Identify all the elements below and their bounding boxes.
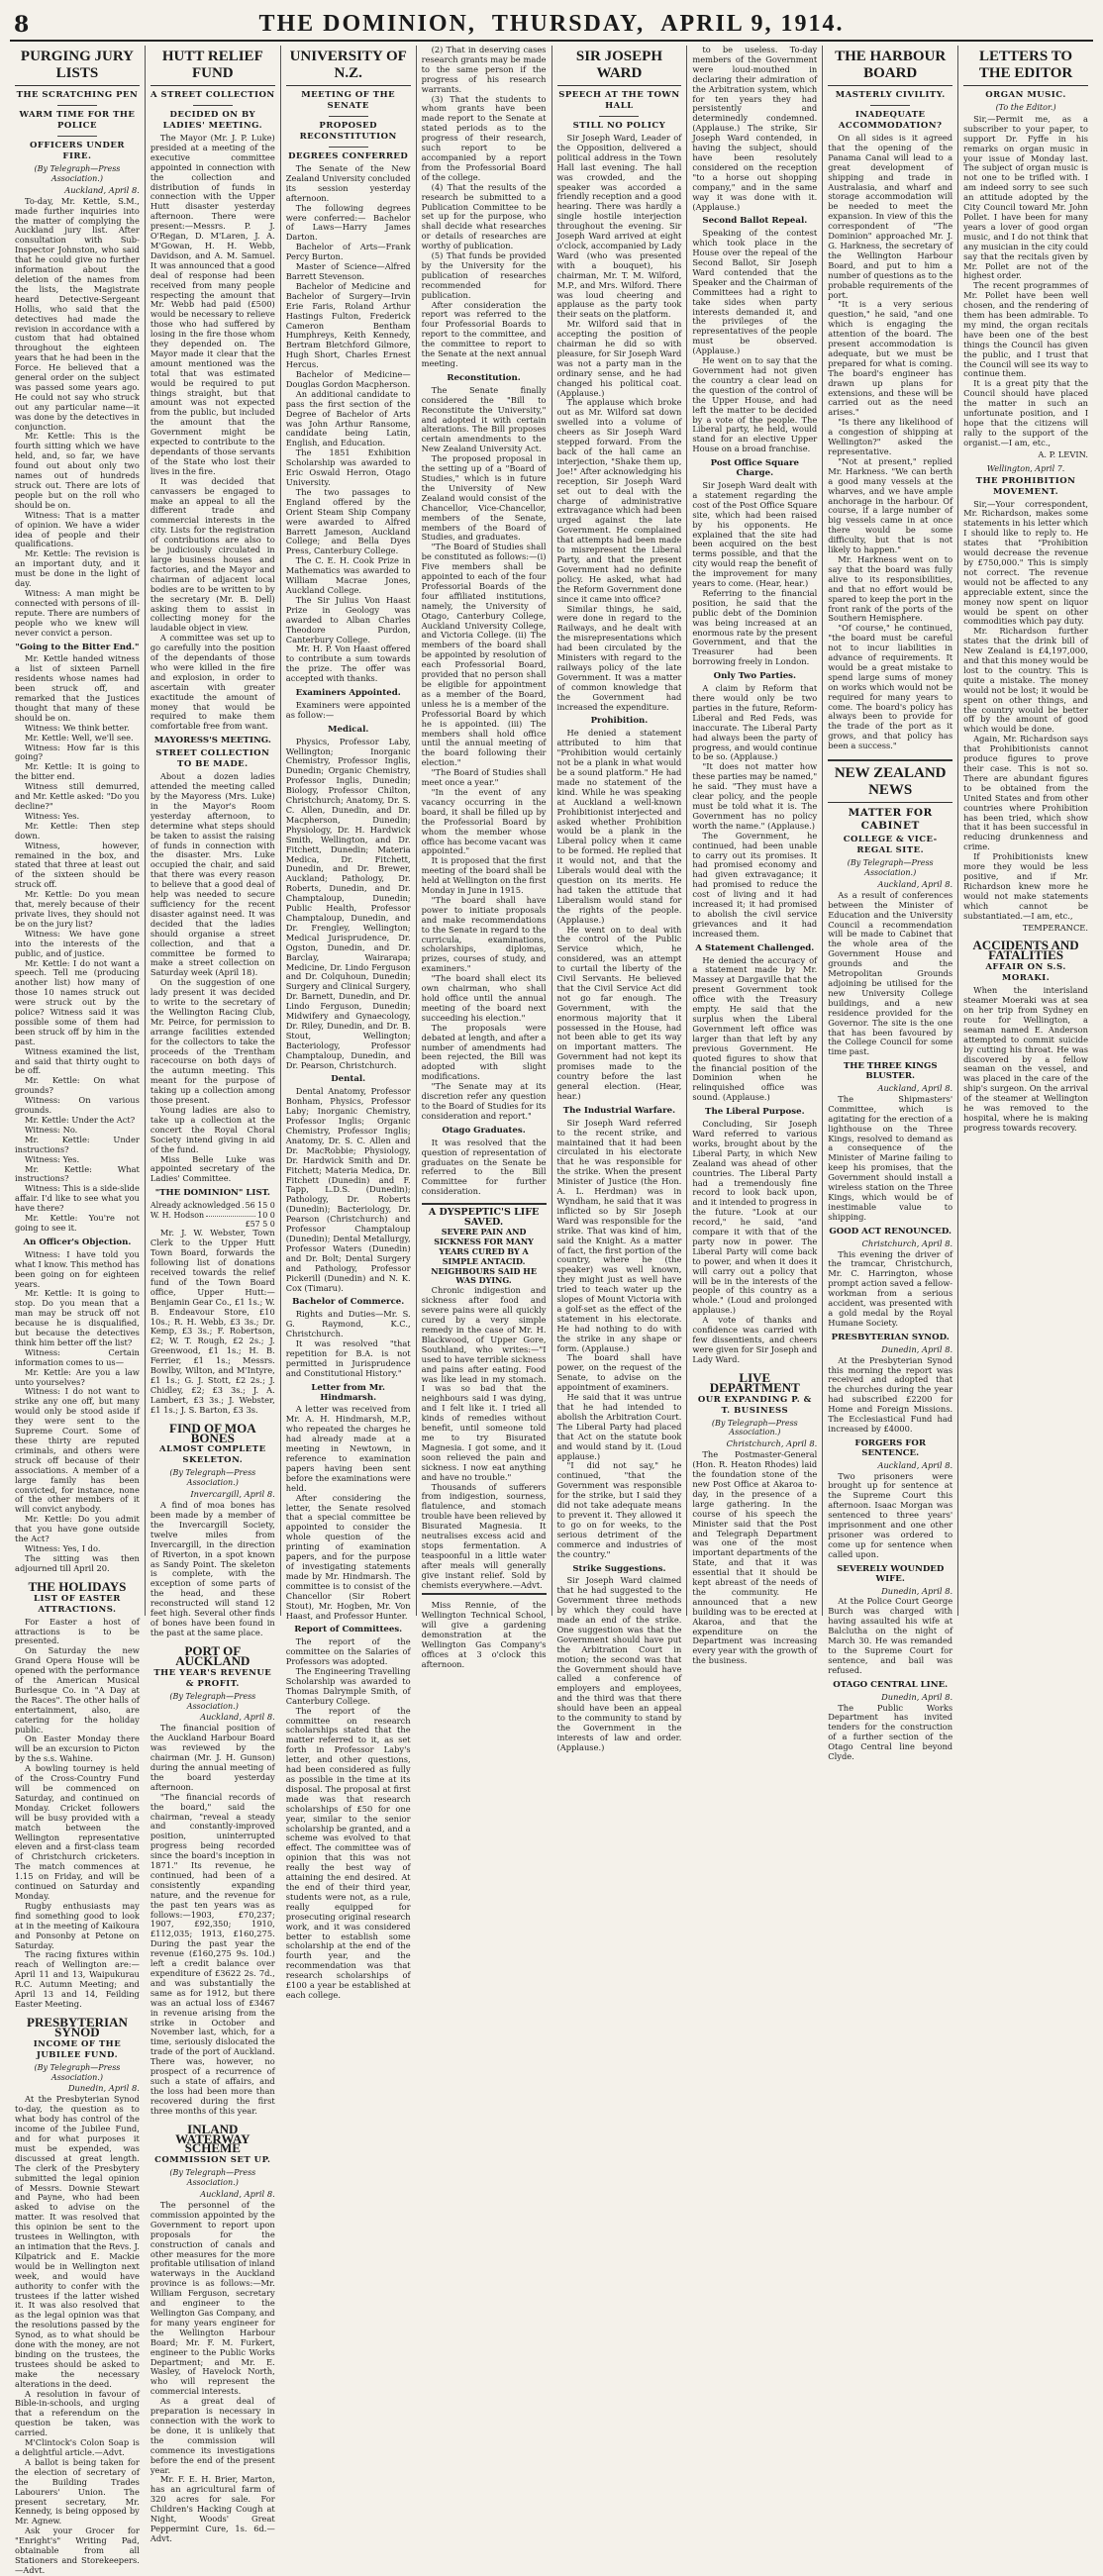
advertisement xyxy=(422,1203,547,1595)
headline-university: UNIVERSITY OF N.Z. xyxy=(286,49,411,86)
letter-place: Wellington, April 7. xyxy=(986,463,1065,473)
paragraph: Miss Belle Luke was appointed secretary of the Ladies' Committee. xyxy=(150,1153,275,1184)
paragraph: Again, Mr. Richardson says that Prohibitionists cannot produce figures to prove their case. This is not so. There are abundant figures to be obtained from the United States and from other countries where Prohibition has been tried, which show that it has been successful in reducing drunkenness and crime. xyxy=(963,734,1088,852)
paragraph: Witness: On various grounds. xyxy=(15,1095,140,1116)
paragraph: Witness: We think better. xyxy=(25,722,130,733)
issue-date: APRIL 9, 1914. xyxy=(660,11,845,37)
paragraph: "Of course," he continued, "the board must be careful not to incur liabilities in advance of requirements. It would be a great mistake to spend large sums of money on works which would not be required for many years to come. The board's policy has always been to provide for the trade of the port as it grows, and that policy has been a success." xyxy=(828,623,953,751)
subhead: An Officer's Objection. xyxy=(23,1237,132,1247)
paragraph: The following degrees were conferred:— Bachelor of Laws—Harry James Darton. xyxy=(285,202,411,243)
paragraph: Mr. Kettle: The revision is an important duty, and it must be done in the light of day. xyxy=(15,548,140,589)
deck: COMMISSION SET UP. xyxy=(154,2155,271,2166)
subhead: Bachelor of Commerce. xyxy=(292,1297,405,1308)
headline-joseph-ward: SIR JOSEPH WARD xyxy=(557,49,682,86)
deck: MASTERLY CIVILITY. xyxy=(835,90,946,100)
dateline: Auckland, April 8. xyxy=(877,1459,953,1470)
paragraph: It was resolved "that repetition for B.A. is not permitted in Jurisprudence and Constitutional History." xyxy=(285,1338,411,1378)
headline-synod: PRESBYTERIAN SYNOD xyxy=(27,2014,128,2039)
paragraph: Young ladies are also to take up a collection at the concert the Royal Choral Society intend giving in aid of the fund. xyxy=(150,1105,275,1154)
deck: AFFAIR ON S.S. MORAKI. xyxy=(985,962,1066,984)
paragraph: Rugby enthusiasts may find something good to look at in the meeting of Kaikoura and Ponsonby at Petone on Saturday. xyxy=(15,1900,140,1950)
paragraph: Chronic indigestion and sickness after food and severe pains were all quickly cured by a very simple remedy in the case of Mr. H. Blackwood, of Upper Gore, Southland, who writes:—"I used to have terrible sickness and pains after eating. Food was like lead in my stomach. I was so bad that the neighbours said I was dying, and I felt like it. I tried all kinds of remedies without benefit, until someone told me to try Bisurated Magnesia. I got some, and it soon relieved the pain and sickness. I now eat anything and have no trouble." xyxy=(421,1285,547,1482)
headline-holidays: THE HOLIDAYS xyxy=(28,1578,127,1594)
paragraph: A bowling tourney is held of the Cross-Country Fund will be commenced on Saturday, and continued on Monday. Cricket followers will be busy provided with a match between the Wellington representative eleven and a first-class team of Christchurch cricketers. The match commences at 1.15 on Friday, and will be continued on Saturday and Monday. xyxy=(15,1763,140,1901)
paragraph: Sir Joseph Ward claimed that he had suggested to the Government three methods by which they could have made an end of the strike. One suggestion was that the Government should have put the Arbitration Court in motion; the second was that the Government should have called a conference of employers and employees, and the third was that there should have been an appeal to the community to stand by the Government in the interests of law and order. (Applause.) xyxy=(556,1575,682,1752)
byline: (By Telegraph—Press Association.) xyxy=(169,1468,256,1488)
paragraph: The Sir Julius Von Haast Prize in Geology was awarded to Alban Charles Theodore Purdon, Canterbury College. xyxy=(285,594,411,644)
paragraph: (2) That in deserving cases research grants may be made to the same person if the progress of his research warrants. xyxy=(421,45,547,94)
paragraph: Mr. Kettle: Under the Act? xyxy=(25,1115,136,1125)
paragraph: Mr. Kettle: Do you mean that, merely because of their private lives, they should not be on the jury list? xyxy=(15,889,140,929)
paragraph: "The board shall have power to initiate proposals and make recommendations to the Senate in regard to the curricula, examinations, scholarships, diplomas, prizes, courses of study, and examiners." xyxy=(421,894,547,974)
deck: A STREET COLLECTION xyxy=(150,90,275,100)
paragraph: Mr. F. E. H. Brier, Marton, has an agricultural farm of 320 acres for sale. For Children's Hacking Cough at Night, Woods' Great Peppermint Cure, 1s. 6d.—Advt. xyxy=(150,2474,275,2543)
paragraph: Referring to the financial position, he said that the public debt of the Dominion was being increased at an enormous rate by the present Government, and that the Treasurer had been borrowing freely in London. xyxy=(692,587,818,667)
paragraph: Thousands of sufferers from indigestion, sourness, flatulence, and stomach trouble have been relieved by Bisurated Magnesia. It neutralises excess acid and stops fermentation. A teaspoonful in a little water after meals will generally give instant relief. Sold by chemists everywhere.—Advt. xyxy=(421,1481,547,1590)
deck: ORGAN MUSIC. xyxy=(985,90,1066,100)
paragraph: Miss Rennie, of the Wellington Technical School, will give a gardening demonstration at the Wellington Gas Company's offices at 3 o'clock this afternoon. xyxy=(421,1600,547,1669)
byline: (By Telegraph—Press Association.) xyxy=(711,1418,798,1437)
subhead: Only Two Parties. xyxy=(713,671,797,682)
paragraph: For Easter a host of attractions is to be presented. xyxy=(15,1616,140,1646)
byline: (By Telegraph—Press Association.) xyxy=(847,858,934,877)
deck: ALMOST COMPLETE SKELETON. xyxy=(159,1444,266,1466)
subhead: Medical. xyxy=(328,724,369,735)
paragraph: "The Board of Studies shall be constituted as follows:—(i) Five members shall be appointed to each of the four Professorial Boards of the four affiliated institutions, namely, the University of Otago, Canterbury College, Auckland University College, and Victoria College. (ii) The members of the board shall be appointed by resolution of each Professorial Board, provided that no person shall be eligible for appointment as a member of the Board, unless he is a member of the Professorial Board by which he is appointed. (iii) The members shall hold office until the annual meeting of the board following their election." xyxy=(421,542,547,768)
deck: THE SCRATCHING PEN xyxy=(16,90,139,100)
deck: SPEECH AT THE TOWN HALL xyxy=(558,90,680,111)
subhead: FORGERS FOR SENTENCE. xyxy=(854,1437,927,1458)
deck: DECIDED ON BY LADIES' MEETING. xyxy=(162,110,263,131)
paragraph: When the interisland steamer Moeraki was at sea on her trip from Sydney en route for Wellington, a seaman named E. Anderson attempted to commit suicide by cutting his throat. He was discovered by a fellow seaman on the vessel, and was placed in the care of the ship's surgeon. On the arrival of the steamer at Wellington he was removed to the hospital, where he is making progress towards recovery. xyxy=(963,985,1088,1133)
headline-jury-lists: PURGING JURY LISTS xyxy=(15,49,140,86)
paragraph: Mr. Kettle: It is going to stop. Do you mean that a man may be struck off not because he is disqualified, but because the detectives think him better off the list? xyxy=(15,1288,140,1347)
paragraph: Mr. Wilford said that in accepting the position of chairman he did so with pleasure, for Sir Joseph Ward was not a party man in the ordinary sense, and he had changed his political coat. (Applause.) xyxy=(556,319,682,398)
column-5 xyxy=(552,46,688,1752)
paragraph: The financial position of the Auckland Harbour Board was reviewed by the chairman (Mr. J. H. Gunson) during the annual meeting of the board yesterday afternoon. xyxy=(150,1723,275,1792)
paragraph: The proposals were debated at length, and after a number of amendments had been rejected, the Bill was adopted with slight modifications. xyxy=(421,1022,547,1082)
salutation: (To the Editor.) xyxy=(995,103,1056,112)
paragraph: "I did not say," he continued, "that the Government was responsible for the strike, but I said they did not take adequate means to prevent it. They allowed it to go on for weeks, to the serious detriment of the commerce and industries of the country." xyxy=(556,1460,682,1559)
subhead: Strike Suggestions. xyxy=(572,1563,666,1574)
paragraph: A letter was received from Mr. A. H. Hindmarsh, M.P., who repeated the charges he had already made at a meeting in Newtown, in reference to examination papers having been sent before the examinations were held. xyxy=(285,1404,411,1493)
paragraph: "The board shall elect its own chairman, who shall hold office until the annual meeting of the board next succeeding his election." xyxy=(421,973,547,1023)
deck: LIST OF EASTER ATTRACTIONS. xyxy=(34,1593,121,1615)
paragraph: It was decided that canvassers be engaged to make an appeal to all the different trade and commercial interests in the city. Lists for the registration of contributions are also to be judiciously circulated in large business houses and factories, and the Mayor and chairman of adjacent local bodies are to be written to by the secretary (Mr. B. Dell) asking them to assist in collecting money for the laudable object in view. xyxy=(150,475,275,634)
dateline: Dunedin, April 8. xyxy=(881,1343,953,1354)
dateline: Auckland, April 8. xyxy=(64,184,140,195)
paragraph: Sir Joseph Ward referred to the recent strike, and maintained that it had been circulated in his electorate that he was responsible for the strike. When the present Minister of Justice (the Hon. A. L. Herdman) was in Wyndham, he said that it was inflicted so by Sir Joseph Ward was responsible for the strike. That was kind of him, said the Knight. As a matter of fact, the first portion of the country, where he (the speaker) was well known, they might just as well have tried to teach water up the slopes of Mount Victoria with a golf-set as the effect of the statement in his electorate. He had nothing to do with the strike in any shape or form. (Applause.) xyxy=(556,1117,682,1353)
deck: MEETING OF THE SENATE xyxy=(301,90,396,111)
paragraph: Master of Science—Alfred Barrett Stevenson. xyxy=(285,261,411,281)
paragraph: He denied a statement attributed to him that "Prohibition would certainly not be a plank in what would be a sound platform." He had made no statement of the kind. While he was speaking at Auckland a well-known Prohibitionist interjected and asked whether Prohibition would be a plank in the Liberal policy when it came to be formed. He replied that it would not, and that the Liberals would deal with the question on its merits. He had taken the attitude that Liberalism would stand for the rights of the people. (Applause.) xyxy=(556,728,682,925)
paragraph: (5) That funds be provided by the University for the publication of researches recommended for publication. xyxy=(421,250,547,300)
deck: INCOME OF THE JUBILEE FUND. xyxy=(33,2038,122,2060)
paragraph: Witness: Yes. xyxy=(25,1153,80,1164)
headline-letters: LETTERS TO THE EDITOR xyxy=(963,49,1088,86)
paragraph: After considering the letter, the Senate resolved that a special committee be appointed to consider the whole question of the printing of examination papers, and for the purpose of investigating statements made by Mr. Hindmarsh. The committee is to consist of the Chancellor (Sir Robert Stout), Mr. Hogben, Mr. Von Haast, and Professor Hunter. xyxy=(285,1492,411,1621)
deck: COLLEGE & VICE-REGAL SITE. xyxy=(843,835,938,856)
paragraph: Ask your Grocer for "Enright's" Writing Pad, obtainable from all Stationers and Storekeepers.—Advt. xyxy=(15,2526,140,2575)
paragraph: The sitting was then adjourned till April 20. xyxy=(15,1552,140,1573)
headline-hutt-relief: HUTT RELIEF FUND xyxy=(150,49,275,86)
subhead: Otago Graduates. xyxy=(442,1125,526,1136)
column-2 xyxy=(146,46,281,2543)
paragraph: The Senate of the New Zealand University concluded its session yesterday afternoon. xyxy=(285,163,411,203)
deck: STILL NO POLICY xyxy=(572,121,666,131)
dateline: Dunedin, April 8. xyxy=(881,1691,953,1702)
column-3 xyxy=(281,46,417,2000)
paragraph: Sir,—Permit me, as a subscriber to your paper, to support Dr. Fyffe in his remarks on organ music in your issue of Monday last. The subject of organ music is not one to be trifled with. I am indeed sorry to see such an attitude adopted by the City Council toward Mr. John Pollet. I have been for many years a lover of good organ music, and I do not think that any musician in the city could say that the recitals given by Mr. Pollet are not of the highest order. xyxy=(963,113,1088,281)
byline: (By Telegraph—Press Association.) xyxy=(169,1691,256,1711)
paragraph: (3) That the students to whom grants have been made report to the Senate at stated periods as to the progress of their research, such report to be accompanied by a report from the Professorial Board of the college. xyxy=(421,93,547,182)
paragraph: The Shipmasters' Committee, which is agitating for the erection of a lighthouse on the Three Kings, resolved to demand as a consequence of the Minister of Marine failing to keep his promises, that the Government should install a wireless station on the Three Kings, which would be of inestimable value to shipping. xyxy=(828,1093,953,1222)
paragraph: The applause which broke out as Mr. Wilford sat down swelled into a volume of cheers as Sir Joseph Ward stepped forward. From the back of the hall came an interjection, "Shake them up, Joe!" After acknowledging his reception, Sir Joseph Ward set out to deal with the charge of administrative extravagance which had been urged against the late Government. He complained that attempts had been made to misrepresent the Liberal Party, and that the present Government had no definite policy. He asked, what had the Reform Government done since it came into office? xyxy=(556,397,682,604)
subhead: Examiners Appointed. xyxy=(295,688,401,699)
paragraph: The Engineering Travelling Scholarship was awarded to Thomas Dalrymple Smith, of Canterbury College. xyxy=(285,1666,411,1706)
paragraph: (4) That the results of the research be submitted to a Publication Committee to be set up for the purpose, who shall decide what researches or details of researches are worthy of publication. xyxy=(421,181,547,251)
column-4 xyxy=(417,45,552,1669)
paragraph: An additional candidate to pass the first section of the Degree of Bachelor of Arts was John Arthur Ransome, candidate being Latin, English, and Education. xyxy=(285,388,411,448)
subhead: Letter from Mr. Hindmarsh. xyxy=(311,1382,386,1403)
paragraph: A vote of thanks and confidence was carried with few dissentients, and cheers were given for Sir Joseph and Lady Ward. xyxy=(692,1315,818,1364)
subhead: PRESBYTERIAN SYNOD. xyxy=(831,1332,950,1342)
paragraph: The recent programmes of Mr. Pollet have been well chosen, and the rendering of them has been admirable. To my mind, the organ recitals have been one of the best things the Council has given the public, and I trust that the Council will see its way to continue them. xyxy=(963,280,1088,379)
byline: (By Telegraph—Press Association.) xyxy=(34,2062,121,2082)
paragraph: Mr. Kettle: Do you admit that you have gone outside the Act? xyxy=(15,1514,140,1544)
headline-live-department: LIVE DEPARTMENT xyxy=(709,1369,800,1395)
paragraph: Examiners were appointed as follow:— xyxy=(285,699,411,720)
deck: THE YEAR'S REVENUE & PROFIT. xyxy=(153,1667,272,1689)
paragraph: Witness: Yes, I do. xyxy=(25,1542,101,1553)
column-6 xyxy=(687,45,823,1666)
column-1 xyxy=(10,46,146,2575)
subhead: Reconstitution. xyxy=(447,372,521,383)
paragraph: Mr. Harkness went on to say that the board was fully alive to its responsibilities, and that no effort would be spared to keep the port in the front rank of the ports of the Southern Hemisphere. xyxy=(828,553,953,624)
paragraph: Witness: We have gone into the interests of the public, and of justice. xyxy=(15,928,140,958)
paragraph: At the Presbyterian Synod this morning the report was received and adopted that the churches during the year had subscribed £2200 for Home and Foreign Missions. The Ecclesiastical Fund had increased by £4000. xyxy=(828,1354,953,1434)
paragraph: Mr. Kettle: Well, we'll see. xyxy=(25,732,134,743)
paragraph: Sir,—Your correspondent, Mr. Richardson, makes some statements in his letter which I should like to reply to. He states that "Prohibition would decrease the revenue by £750,000." This is simply not correct. The revenue would not be affected to any appreciable extent, since the money now spent on liquor would be spent on other commodities which pay duty. xyxy=(963,498,1088,627)
paragraph: The report of the committee on research scholarships stated that the matter referred to it, as set forth in Professor Laby's letter, and other questions, had been considered as fully as possible in the time at its disposal. The proposal at first made was that research scholarships of £50 for one year, similar to the senior scholarship be granted, and a scheme was evolved to that effect. The committee was of opinion that this was not really the best way of attaining the end desired. At the end of their third year, students were not, as a rule, really equipped for prosecuting original research work, and it was considered better to establish some scholarship at the end of the fourth year, and the recommendation was that research scholarships of £100 a year be established at each college. xyxy=(285,1705,411,2000)
paragraph: Witness: This is a side-slide affair. I'd like to see what you have there? xyxy=(15,1183,140,1214)
headline-harbour-board: THE HARBOUR BOARD xyxy=(828,49,953,86)
deck: STREET COLLECTION TO BE MADE. xyxy=(155,748,270,770)
subhead: MAYORESS'S MEETING. xyxy=(153,736,271,746)
paragraph: "Not at present," replied Mr. Harkness. "We can berth a good many vessels at the wharves, and we have ample anchorage in the harbour. Of course, if a large number of big vessels came in at once there would be some difficulty, but that is not likely to happen." xyxy=(828,455,953,555)
paragraph: "The Senate may at its discretion refer any question to the Board of Studies for its consideration and report." xyxy=(421,1081,547,1121)
paragraph: Bachelor of Medicine and Bachelor of Surgery—Irvin Erie Faris, Roland Arthur Hastings Fulton, Frederick Cameron Bentham Humphreys, Keith Kennedy, Bertram Bletchford Gilmore, Hugh Short, Charles Ernest Hercus. xyxy=(285,280,411,370)
deck: OFFICERS UNDER FIRE. xyxy=(29,141,125,161)
columns xyxy=(10,45,1093,2575)
subhead: Second Ballot Repeal. xyxy=(702,216,808,227)
paragraph: "It is a very serious question," he said, "and one which is engaging the attention of the board. The present accommodation is adequate, but we must be prepared for what is coming. The board's engineer has drawn up plans for extensions, and these will be carried out as the need arises." xyxy=(828,299,953,418)
subhead: SEVERELY WOUNDED WIFE. xyxy=(837,1563,945,1584)
paragraph: "It does not matter how these parties may be named," he said. "They must have a clear policy, and the people must be told what it is. The Government has no policy worth the name." (Applause.) xyxy=(692,761,818,831)
subhead: A Statement Challenged. xyxy=(695,942,815,953)
paragraph: If Prohibitionists knew more they would be less positive, and if Mr. Richardson knew more he would not make statements which cannot be substantiated.—I am, etc., xyxy=(963,851,1088,921)
paragraph: Dental Anatomy, Professor Bonham, Physics, Professor Laby; Inorganic Chemistry, Professor Inglis; Organic Chemistry, Professor Inglis; Anatomy, Dr. S. C. Allen and Dr. MacRobbie; Physiology, Dr. Hardwick Smith and Dr. Fitchett; Materia Medica, Dr. Fitchett (Dunedin) and F. Tapp, L.D.S. (Dunedin); Pathology, Dr. Roberts (Dunedin); Bacteriology, Dr. Pearson (Christchurch) and Professor Champtaloup (Dunedin); Dental Metallurgy, Professor Waters (Dunedin) and Dr. Bolt; Dental Surgery and Pathology, Professor Pickerill (Dunedin) and N. K. Cox (Timaru). xyxy=(285,1086,411,1293)
subhead: Dental. xyxy=(331,1074,366,1085)
paragraph: The report of the committee on the Salaries of Professors was adopted. xyxy=(285,1636,411,1667)
dateline: Dunedin, April 8. xyxy=(67,2083,140,2094)
paragraph: Bachelor of Medicine—Douglas Gordon Macpherson. xyxy=(285,369,411,389)
subhead: THE THREE KINGS BLUSTER. xyxy=(843,1061,938,1082)
list-item: Already acknowledged 56 15 0 xyxy=(150,1201,275,1211)
paragraph: The Postmaster-General (Hon. R. Heaton Rhodes) laid the foundation stone of the new Post Office at Akaroa to-day, in the presence of a large gathering. In the course of his speech the Minister said that the Post and Telegraph Department was one of the most important departments of the State, and that it was essential that it should be kept abreast of the needs of the community. He announced that a new building was to be erected at Akaroa, and that the expenditure on the Department was increasing every year with the growth of the business. xyxy=(692,1449,818,1666)
paragraph: A find of moa bones has been made by a member of the Invercargill Society, twelve miles from Invercargill, in the direction of Riverton, in a spot known as Sandy Point. The skeleton is complete, with the exception of some parts of the head, and these reconstructed will stand 12 feet high. Several other finds of bones have been found in the past at the same place. xyxy=(150,1500,275,1637)
paragraph: He went on to say that the Government had not given the country a clear lead on the question of the control of the Upper House, and had left the matter to be decided by a vote of the people. The Liberal party, he held, would stand for an elective Upper House on a broad franchise. xyxy=(692,355,818,454)
subhead: Post Office Square Charge. xyxy=(710,458,799,479)
dateline: Auckland, April 8. xyxy=(877,1083,953,1094)
subhead: "Going to the Bitter End." xyxy=(15,642,140,652)
paragraph: Bachelor of Arts—Frank Percy Burton. xyxy=(285,242,411,262)
paragraph: The racing fixtures within reach of Wellington are:—April 11 and 13, Waipukurau R.C. Autumn Meeting; and April 13 and 14, Feilding Easter Meeting. xyxy=(15,1949,140,2009)
paragraph: "The financial records of the board," said the chairman, "reveal a steady and constantly-improved position, uninterrupted progress being recorded since the board's inception in 1871." Its revenue, he continued, had been of a consistently expanding nature, and the revenue for the past ten years was as follows:—1903, £70,237; 1907, £92,350; 1910, £112,035; 1913, £160,275. During the past year the revenue (£160,275 9s. 10d.) left a credit balance over expenditure of £3622 2s. 7d., and was substantially the same as for 1912, but there was an actual loss of £3467 in revenue arising from the strike in October and November last, which, for a time, seriously dislocated the trade of the port of Auckland. There was, however, no prospect of a recurrence of such a state of affairs, and the loss had been more than recovered during the first three months of this year. xyxy=(150,1791,275,2116)
paragraph: A claim by Reform that there would only be two parties in the future, Reform-Liberal and Red Feds, was inaccurate. The Liberal Party had always been the party of progress, and would continue to be so. (Applause.) xyxy=(692,683,818,762)
paragraph: Mr. Kettle: What instructions? xyxy=(15,1163,140,1184)
paragraph: This evening the driver of the tramcar, Christchurch, Mr. C. Harrington, whose prompt action saved a fellow-workman from a serious accident, was presented with a gold medal by the Royal Humane Society. xyxy=(828,1248,953,1328)
paragraph: Witness still demurred, and Mr. Kettle asked: "Do you decline?" xyxy=(15,781,140,811)
deck: MATTER FOR CABINET xyxy=(848,807,933,833)
ad-subheadline: SEVERE PAIN AND SICKNESS FOR MANY YEARS CURED BY A SIMPLE ANTACID. xyxy=(434,1226,534,1266)
paragraph: He said that it was untrue that he had intended to abolish the Arbitration Court. The Liberal Party had placed that Act on the statute book and would stand by it. (Loud applause.) xyxy=(556,1392,682,1461)
paragraph: As a great deal of preparation is necessary in connection with the work to be done, it is unlikely that the commission will commence its investigations before the end of the present year. xyxy=(150,2396,275,2475)
paragraph: Mr. Kettle: This is the fourth sitting which we have held, and, so far, we have found out about only two names out of hundreds struck out. There are lots of people but on the roll who should be on. xyxy=(15,431,140,510)
dateline: Auckland, April 8. xyxy=(200,2189,275,2200)
subhead: GOOD ACT RENOUNCED. xyxy=(829,1226,952,1237)
masthead-title xyxy=(255,11,849,38)
headline-port-auckland: PORT OF AUCKLAND xyxy=(175,1642,251,1668)
paper-name: THE DOMINION, xyxy=(258,11,476,37)
paragraph: He went on to deal with the control of the Public Service which, he considered, was an attempt to curtail the liberty of the Civil Servants. He believed that the Civil Service Act did not go far enough. The Government, with the enormous majority that it possessed in the House, had not been able to get its way on important matters. The Government had not kept its promises made to the country before the last general election. (Hear, hear.) xyxy=(556,924,682,1101)
paragraph: Witness: A man might be connected with persons of ill-repute. There are numbers of people who we knew will never convict a person. xyxy=(15,587,140,638)
byline: (By Telegraph—Press Association.) xyxy=(169,2168,256,2188)
headline-nz-news: NEW ZEALAND NEWS xyxy=(828,759,953,803)
deck: THE PROHIBITION MOVEMENT. xyxy=(975,475,1076,497)
paragraph: Witness, however, remained in the box, and stated that three at least out of the sixteen should be struck off. xyxy=(15,840,140,890)
paragraph: It is a great pity that the Council should have placed the matter in such an unfortunate position, and I hope that the citizens will rally to the support of the organist.—I am, etc., xyxy=(963,378,1088,447)
deck: OUR EXPANDING P. & T. BUSINESS xyxy=(697,1394,812,1416)
paragraph: The Government, he continued, had been unable to carry out its promises. It had promised economy and had given extravagance; it had promised to reduce the cost of living and it had increased it; it had promised to abolish the civil service grievances and it had increased them. xyxy=(692,830,818,939)
paragraph: At the Police Court George Burch was charged with having assaulted his wife at Balclutha on the night of March 30. He was remanded to the Supreme Court for sentence, and bail was refused. xyxy=(828,1596,953,1675)
paragraph: As a result of conferences between the Minister of Education and the University Council a recommendation will be made to Cabinet that the whole area of the Government House and grounds and the Metropolitan Grounds adjoining be utilised for the new University College buildings, and a new residence provided for the Governor. The site is the one that has been favoured by the College Council for some time past. xyxy=(828,889,953,1057)
list-item: W. H. Hodson 10 0 xyxy=(150,1210,275,1220)
ad-headline: A DYSPEPTIC'S LIFE SAVED. xyxy=(428,1207,540,1229)
paragraph: The two passages to England offered by the Orient Steam Ship Company were awarded to Alfred Barrett Jameson, Auckland College; and Bella Dyes Press, Canterbury College. xyxy=(285,486,411,556)
paragraph: A committee was set up to go carefully into the position of the dependants of those who were killed in the fire and explosion, in order to ascertain with greater exactitude the amount of money that would be required to make them comfortable free from want. xyxy=(150,633,275,732)
paragraph: Witness: No. xyxy=(25,1124,78,1135)
letter-signature: TEMPERANCE. xyxy=(1022,922,1088,933)
paragraph: On Saturday the new Grand Opera House will be opened with the performance of the American Musical Burlesque Co. in "A Day at the Races". The other halls of entertainment, also, are catering for the holiday public. xyxy=(15,1645,140,1734)
paragraph: Witness: How far is this going? xyxy=(15,742,140,762)
paragraph: The Public Works Department has invited tenders for the construction of a further section of the Otago Central line beyond Clyde. xyxy=(828,1702,953,1762)
byline: (By Telegraph—Press Association.) xyxy=(34,164,121,183)
paragraph: On Easter Monday there will be an excursion to Picton by the s.s. Wahine. xyxy=(15,1734,140,1764)
paragraph: Physics, Professor Laby, Wellington; Inorganic Chemistry, Professor Inglis, Dunedin; Organic Chemistry, Professor Inglis, Dunedin; Biology, Professor Chilton, Christchurch; Anatomy, Dr. S. C. Allen, Dunedin, and Dr. Macpherson, Dunedin; Physiology, Dr. H. Hardwick Smith, Wellington, and Dr. Fitchett, Dunedin; Materia Medica, Dr. Fitchett, Dunedin, and Dr. Brewer, Auckland; Pathology, Dr. Roberts, Dunedin, and Dr. Champtaloup, Dunedin; Public Health, Professor Champtaloup, Dunedin, and Dr. Frengley, Wellington; Medical Jurisprudence, Dr. Ogston, Dunedin, and Dr. Barclay, Wairarapa; Medicine, Dr. Lindo Ferguson and Dr. Colquhoun, Dunedin; Surgery and Clinical Surgery, Dr. Barnett, Dunedin, and Dr. Lindo Ferguson, Dunedin; Midwifery and Gynaecology, Dr. Riley, Dunedin, and Dr. B. Stout, Wellington; Bacteriology, Professor Champtaloup, Dunedin, and Dr. Pearson, Christchurch. xyxy=(285,736,411,1070)
paragraph: to be useless. To-day members of the Government were loud-mouthed in declaring their admiration of the Arbitration system, which for ten years they had persistently and determinedly condemned. (Applause.) The strike, Sir Joseph Ward contended, in having the subject, should have been resolutely considered on the reception "to a horse out shopping company," and in the same way it was done with it. (Applause.) xyxy=(692,45,818,212)
deck: DEGREES CONFERRED xyxy=(288,151,409,161)
paragraph: The 1851 Exhibition Scholarship was awarded to Eric Oswald Herron, Otago University. xyxy=(285,447,411,487)
paragraph: "In the event of any vacancy occurring in the board, it shall be filled up by the Professorial Board by whom the member whose office has become vacant was appointed." xyxy=(421,786,547,856)
dateline: Invercargill, April 8. xyxy=(190,1489,275,1500)
paragraph: Witness examined the list, and said that thirty ought to be off. xyxy=(15,1045,140,1076)
dateline: Auckland, April 8. xyxy=(877,878,953,889)
paragraph: Sir Joseph Ward dealt with a statement regarding the cost of the Post Office Square site, which had been raised by his opponents. He explained that the site had been acquired on the best terms possible, and that the city would reap the benefit of the improvement for many years to come. (Hear, hear.) xyxy=(692,479,818,589)
paragraph: Concluding, Sir Joseph Ward referred to various works, brought about by the Liberal Party, in which New Zealand was ahead of other countries. The Liberal Party had a tremendously fine record to look back upon, and it intended to progress in the future. "Look at our record," he said, "and compare it with that of the party now in power. The Liberal Party will come back to power, and when it does it will carry out a policy that will be in the interests of the people of this country as a whole." (Loud and prolonged applause.) xyxy=(692,1119,818,1316)
deck: PROPOSED RECONSTITUTION xyxy=(299,121,397,142)
paragraph: The C. E. H. Cook Prize in Mathematics was awarded to William Macrae Jones, Auckland College. xyxy=(285,555,411,595)
paragraph: Sir Joseph Ward, Leader of the Opposition, delivered a political address in the Town Hall last evening. The hall was crowded, and the speaker was accorded a friendly reception and a good hearing. There was hardly a single hostile interjection throughout the evening. Sir Joseph Ward arrived at eight o'clock, accompanied by Lady Ward (who was presented with a bouquet), his chairman, Mr. T. M. Wilford, M.P., and Mrs. Wilford. There was loud cheering and applause as the party took their seats on the platform. xyxy=(556,133,682,320)
fund-list xyxy=(150,1201,275,1229)
page-number: 8 xyxy=(14,12,30,38)
paragraph: At the Presbyterian Synod to-day, the question as to what body has control of the income of the Jubilee Fund, and for what purposes it must be expended, was discussed at great length. The clerk of the Presbytery submitted the legal opinion of Messrs. Downie Stewart and Payne, who had been asked to advise on the matter. It was resolved that this opinion be sent to the trustees in Wellington, with an intimation that the Revs. J. Kilpatrick and E. Mackie would be in Wellington next week, and would have authority to confer with the trustees if the latter wished it. It was also resolved that as the legal opinion was that the resolutions passed by the Synod, as to what should be done with the money, are not binding on the trustees, the trustees should be asked to make the necessary alterations in the deed. xyxy=(15,2094,140,2389)
paragraph: Two prisoners were brought up for sentence at the Supreme Court this afternoon. Isaac Morgan was sentenced to three years' imprisonment and one other prisoner was ordered to come up for sentence when called upon. xyxy=(828,1470,953,1559)
subhead: Prohibition. xyxy=(590,716,649,727)
paragraph: The Mayor (Mr. J. P. Luke) presided at a meeting of the executive committee appointed in connection with the collection and distribution of funds in connection with the Upper Hutt disaster yesterday afternoon. There were present:—Messrs. P. J. O'Regan, D. M'Laren, J. A. M'Gowan, H. H. Webb, Davidson, and A. M. Samuel. It was announced that a good deal of response had been received from many people respecting the amount that Mr. Webb had paid (£500) would be necessary to relieve those who had suffered by losing in the fire those whom they depended on. The Mayor made it clear that the amount mentioned was the total that was estimated would be required to put things straight, but that amount was not expected from the public, but included the amount that the Government might be expected to contribute to the dependants of those servants of the State who lost their lives in the fire. xyxy=(150,133,275,476)
dateline: Dunedin, April 8. xyxy=(881,1585,953,1596)
paragraph: The board shall have power, on the request of the Senate, to advise on the appointment of examiners. xyxy=(556,1352,682,1393)
paragraph: Witness: Certain information comes to us— xyxy=(15,1346,140,1367)
paragraph: Mr. Kettle: Under instructions? xyxy=(15,1134,140,1154)
paragraph: Speaking of the contest which took place in the House over the repeal of the Second Ballot, Sir Joseph Ward contended that the Speaker and the Chairman of Committees had a right to take sides when party interests demanded it, and the privileges of the representatives of the people must be observed. (Applause.) xyxy=(692,228,818,356)
paragraph: He denied the accuracy of a statement made by Mr. Massey at Dargaville that the present Government took office with the Treasury empty. He said that the surplus when the Liberal Government left office was larger than that left by any previous Government. He quoted figures to show that the financial position of the Dominion when he relinquished office was sound. (Applause.) xyxy=(692,954,818,1103)
paragraph: Mr. Kettle: I do not want a speech. Tell me (producing another list) how many of those 10 names struck out were struck out by the police? Witness said it was possible some of them had been struck off by him in the past. xyxy=(15,957,140,1046)
paragraph: The personnel of the commission appointed by the Government to report upon proposals for the construction of canals and other measures for the more profitable utilisation of inland waterways in the Auckland province is as follows:—Mr. William Ferguson, secretary and engineer to the Wellington Gas Company, and for many years engineer for the Wellington Harbour Board; Mr. F. M. Furkert, engineer to the Public Works Department; and Mr. E. Wasley, of Havelock North, who will represent the commercial interests. xyxy=(150,2200,275,2397)
paragraph: Witness: That is a matter of opinion. We have a wider idea of people and their qualifications. xyxy=(15,509,140,549)
paragraph: Rights and Duties—Mr. S. G. Raymond, K.C., Christchurch. xyxy=(285,1309,411,1339)
headline-accidents: ACCIDENTS AND FATALITIES xyxy=(972,938,1079,963)
paragraph: Mr. Kettle: You're not going to see it. xyxy=(15,1213,140,1233)
subhead: The Industrial Warfare. xyxy=(562,1105,676,1116)
paragraph: It is proposed that the first meeting of the board shall be held at Wellington on the first Monday in June in 1915. xyxy=(421,855,547,896)
subhead: OTAGO CENTRAL LINE. xyxy=(833,1679,949,1690)
paragraph: Mr. Kettle: On what grounds? xyxy=(15,1075,140,1096)
dateline: Christchurch, April 8. xyxy=(726,1438,818,1449)
paragraph: Mr. J. W. Webster, Town Clerk to the Upper Hutt Town Board, forwards the following list of donations received towards the relief fund of the Town Board office, Upper Hutt:—Benjamin Gear Co., £1 1s.; W. B. Endeavour Store, £10 10s.; R. H. Webb, £3 3s.; Dr. Kemp, £3 3s.; F. Robertson, £2; W. T. Rough, £2 2s.; J. Greenwood, £1 1s.; H. B. Ferrier, £1 1s.; Messrs. Bowlby, Wilton, and M'Intyre, £1 1s.; G. J. Stott, £2 2s.; J. Chidley, £2; £3 3s.; J. A. Lambert, £3 3s.; J. Webster, £1 1s.; J. S. Barton, £3 3s. xyxy=(150,1228,275,1415)
paragraph: Mr. H. P. Von Haast offered to contribute a sum towards the prize. The offer was accepted with thanks. xyxy=(285,644,411,684)
paragraph: M'Clintock's Colon Soap is a delightful article.—Advt. xyxy=(15,2437,140,2457)
subhead: Report of Committees. xyxy=(294,1625,403,1635)
paragraph: On all sides is it agreed that the opening of the Panama Canal will lead to a great development of shipping and trade in Australasia, and wharf and storage accommodation will be needed to meet the expansion. In view of this the correspondent of "The Dominion" approached Mr. J. G. Harkness, the secretary of the Wellington Harbour Board, and put to him a number of questions as to the probable requirements of the port. xyxy=(828,133,953,300)
paragraph: Witness: Yes. xyxy=(25,810,80,821)
paragraph: Witness: I do not want to strike any one off, but many would only be stood aside if they were sent to the Supreme Court. Some of these thirty are reputed criminals, and others were struck off because of their associations. A member of a large family has been convicted, for instance, none of the other members of it will convict anybody. xyxy=(15,1386,140,1515)
headline-moa-bones: FIND OF MOA BONES xyxy=(169,1420,256,1445)
paragraph: The Senate finally considered the "Bill to Reconstitute the University," and adopted it with certain alterations. The Bill proposes certain amendments to the New Zealand University Act. xyxy=(421,384,547,454)
dateline: Auckland, April 8. xyxy=(200,1712,275,1723)
paragraph: Mr. Kettle: Are you a law unto yourselves? xyxy=(15,1366,140,1387)
issue-day: THURSDAY, xyxy=(491,11,646,37)
paragraph: On the suggestion of one lady present it was decided to write to the secretary of the Wellington Racing Club, Mr. Peirce, for permission to arrange facilities extended for the collectors to take the proceeds of the Trentham racecourse on both days of the autumn meeting. This meant for the purpose of taking up a collection among those present. xyxy=(150,977,275,1106)
deck: WARM TIME FOR THE POLICE xyxy=(19,110,136,131)
paragraph: A resolution in favour of Bible-in-schools, and urging that a referendum on the question be taken, was carried. xyxy=(15,2388,140,2438)
paragraph: Mr. Kettle: It is going to the bitter end. xyxy=(15,761,140,782)
paragraph: Witness: I have told you what I know. This method has been going on for eighteen years. xyxy=(15,1248,140,1289)
paragraph: "The Board of Studies shall meet once a year." xyxy=(421,767,547,788)
letter-signature: A. P. LEVIN. xyxy=(1038,448,1088,459)
fund-total: £57 5 0 xyxy=(245,1219,275,1229)
paragraph: It was resolved that the question of representation of graduates on the Senate be referred to the Bill Committee for further consideration. xyxy=(421,1137,547,1197)
paragraph: To-day, Mr. Kettle, S.M., made further inquiries into the matter of complying the Auckland jury list. After consultation with Sub-Inspector Johnston, who said that he could give no further information about the deletion of the names from the lists, the Magistrate heard Detective-Sergeant Hollis, who said that the detectives had made the revision in accordance with a custom that had obtained throughout the eighteen years that he had been in the Force. He believed that a general order on the subject was passed some years ago. He could not say who struck out any particular name—it was done by the detectives in conjunction. xyxy=(15,195,140,432)
subhead: "THE DOMINION" LIST. xyxy=(154,1188,270,1199)
paragraph: The proposed proposal in the setting up of a "Board of Studies," which is in future the University of New Zealand would consist of the Chancellor, Vice-Chancellor, members of the Senate, members of the Board of Studies, and graduates. xyxy=(421,453,547,543)
paragraph: "Is there any likelihood of a congestion of shipping at Wellington?" asked the representative. xyxy=(828,417,953,456)
paragraph: After consideration the report was referred to the four Professorial Boards to report to the committee, and the committee to report to the Senate at the next annual meeting. xyxy=(421,299,547,368)
paragraph: A ballot is being taken for the election of secretary of the Building Trades Labourers' Union. The present secretary, Mr. Kennedy, is being opposed by Mr. Agnew. xyxy=(15,2456,140,2526)
headline-inland-waterway: INLAND WATERWAY SCHEME xyxy=(175,2121,251,2156)
paragraph: Mr. Kettle handed witness a list of sixteen Parnell residents whose names had been struck off, and remarked that the Justices thought that many of these should be on. xyxy=(15,653,140,723)
paragraph: About a dozen ladies attended the meeting called by the Mayoress (Mrs. Luke) in the Mayor's Room yesterday afternoon, to determine what steps should be taken to assist the raising of funds in connection with the disaster. Mrs. Luke occupied the chair, and said that there was every reason to believe that a good deal of help was needed to secure sufficiency for the recent disaster against need. It was decided that the ladies should organise a street collection, and that a committee be formed to make a street collection on Saturday week (April 18). xyxy=(150,771,275,978)
masthead xyxy=(10,8,1093,42)
column-8 xyxy=(958,46,1093,1616)
paragraph: Mr. Kettle: Then step down. xyxy=(15,820,140,841)
ad-subheadline: NEIGHBOURS SAID HE WAS DYING. xyxy=(431,1265,537,1286)
paragraph: Similar things, he said, were done in regard to the Railways, and he dealt with the misrepresentations which had been circulated by the Ministers with regard to the railways policy of the late Government. It was a matter of common knowledge that the Government had increased the expenditure. xyxy=(556,603,682,712)
dateline: Christchurch, April 8. xyxy=(861,1238,953,1248)
column-7 xyxy=(823,46,958,1762)
paragraph: Mr. Richardson further states that the drink bill of New Zealand is £4,197,000, and that this money would be lost to the country. This is quite a mistake. The money would not be lost; it would be spent on other things, and the country would be better off by the amount of good which would be done. xyxy=(963,626,1088,735)
deck: INADEQUATE ACCOMMODATION? xyxy=(838,110,943,131)
subhead: The Liberal Purpose. xyxy=(705,1107,805,1118)
